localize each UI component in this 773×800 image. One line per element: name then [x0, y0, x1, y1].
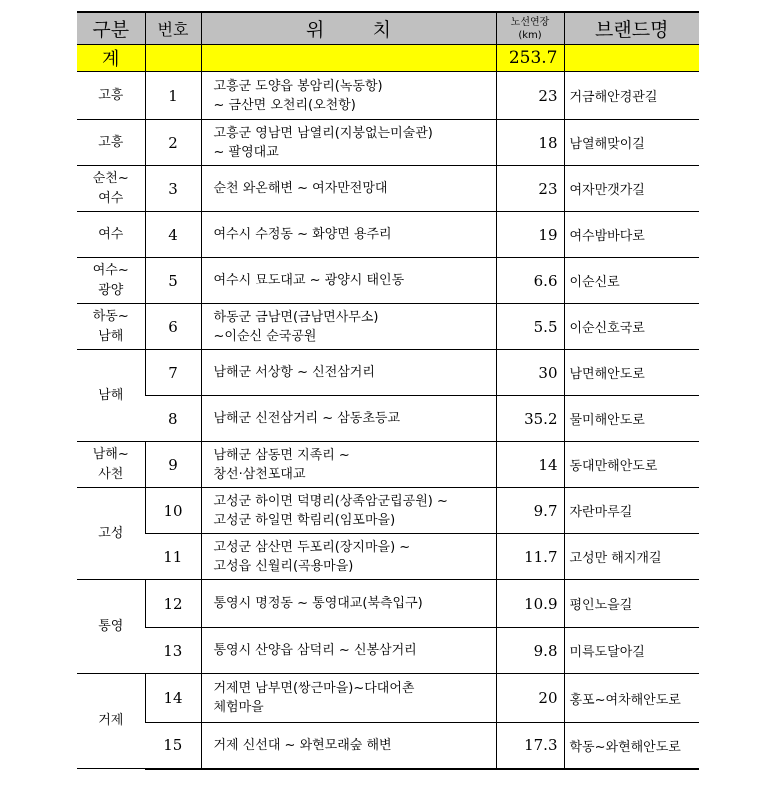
route-brand: 자란마루길	[564, 488, 699, 534]
table-row	[77, 442, 699, 488]
route-brand: 학동~와현해안도로	[564, 723, 699, 769]
route-brand: 남면해안도로	[564, 350, 699, 396]
table-row	[77, 488, 699, 534]
region-label: 남해~	[92, 446, 129, 462]
route-number: 9	[145, 442, 201, 488]
total-location-cell	[201, 45, 496, 72]
header-row	[77, 12, 699, 45]
header-brand: 브랜드명	[564, 12, 699, 45]
total-brand-cell	[564, 45, 699, 72]
route-brand: 여수밤바다로	[564, 212, 699, 258]
route-brand: 여자만갯가길	[564, 166, 699, 212]
table-row	[77, 304, 699, 350]
header-length-unit: (km)	[518, 29, 542, 41]
route-length: 14	[496, 442, 564, 488]
total-row	[77, 45, 699, 72]
route-number: 5	[145, 258, 201, 304]
route-number: 11	[145, 534, 201, 580]
header-number: 번호	[145, 12, 201, 45]
region-label: 광양	[98, 282, 124, 298]
route-length: 6.6	[496, 258, 564, 304]
total-length: 253.7	[496, 45, 564, 72]
route-brand: 동대만해안도로	[564, 442, 699, 488]
route-number: 12	[145, 580, 201, 628]
region-label: 거제	[98, 713, 124, 728]
region-label: 고성	[98, 525, 124, 541]
route-length: 19	[496, 212, 564, 258]
route-location: 남해군 신전삼거리 ~ 삼동초등교	[201, 396, 496, 442]
route-number: 1	[145, 72, 201, 120]
total-number-cell	[145, 45, 201, 72]
table-row	[77, 166, 699, 212]
region-label: 여수	[98, 226, 124, 242]
route-location: 하동군 금남면(금남면사무소) ~이순신 순국공원	[201, 304, 496, 350]
route-length: 9.8	[496, 628, 564, 674]
header-length-label: 노선연장	[510, 16, 550, 28]
route-location: 남해군 서상항 ~ 신전삼거리	[201, 350, 496, 396]
region-cell	[77, 166, 145, 212]
table-row	[77, 534, 699, 580]
route-brand: 평인노을길	[564, 580, 699, 628]
route-number: 3	[145, 166, 201, 212]
region-cell	[77, 212, 145, 258]
route-number: 4	[145, 212, 201, 258]
region-label: 고흥	[98, 87, 124, 103]
header-category: 구분	[77, 12, 145, 45]
route-location: 통영시 산양읍 삼덕리 ~ 신봉삼거리	[201, 628, 496, 674]
route-length: 18	[496, 120, 564, 166]
route-brand: 물미해안도로	[564, 396, 699, 442]
region-label: 고흥	[98, 134, 124, 150]
coastal-road-table	[77, 11, 699, 770]
table-row	[77, 258, 699, 304]
route-location: 순천 와온해변 ~ 여자만전망대	[201, 166, 496, 212]
region-cell	[77, 580, 145, 674]
region-cell	[77, 442, 145, 488]
region-cell	[77, 120, 145, 166]
route-location: 고흥군 도양읍 봉암리(녹동항) ~ 금산면 오천리(오천항)	[201, 72, 496, 120]
route-brand: 미륵도달아길	[564, 628, 699, 674]
route-brand: 이순신호국로	[564, 304, 699, 350]
route-location: 고흥군 영남면 남열리(지붕없는미술관) ~ 팔영대교	[201, 120, 496, 166]
route-location: 거제면 남부면(쌍근마을)~다대어촌 체험마을	[201, 674, 496, 723]
route-length: 11.7	[496, 534, 564, 580]
route-length: 23	[496, 166, 564, 212]
region-label: 남해	[98, 328, 124, 344]
table-row	[77, 580, 699, 628]
route-length: 23	[496, 72, 564, 120]
route-location: 통영시 명정동 ~ 통영대교(북측입구)	[201, 580, 496, 628]
route-brand: 이순신로	[564, 258, 699, 304]
route-number: 2	[145, 120, 201, 166]
route-location: 남해군 삼동면 지족리 ~ 창선·삼천포대교	[201, 442, 496, 488]
route-brand: 거금해안경관길	[564, 72, 699, 120]
total-label: 계	[77, 45, 145, 72]
table-row	[77, 628, 699, 674]
route-length: 17.3	[496, 723, 564, 769]
route-number: 14	[145, 674, 201, 723]
region-cell	[77, 674, 145, 769]
route-location: 거제 신선대 ~ 와현모래숲 해변	[201, 723, 496, 769]
region-label: 남해	[98, 387, 124, 403]
header-location: 위 치	[201, 12, 496, 45]
route-brand: 홍포~여차해안도로	[564, 674, 699, 723]
table-row	[77, 212, 699, 258]
route-brand: 고성만 해지개길	[564, 534, 699, 580]
route-location: 고성군 하이면 덕명리(상족암군립공원) ~ 고성군 하일면 학림리(임포마을)	[201, 488, 496, 534]
route-location: 여수시 수정동 ~ 화양면 용주리	[201, 212, 496, 258]
table-row	[77, 723, 699, 769]
region-label: 여수	[98, 190, 124, 206]
region-label: 통영	[98, 618, 124, 634]
route-number: 15	[145, 723, 201, 769]
route-brand: 남열해맞이길	[564, 120, 699, 166]
region-cell	[77, 488, 145, 580]
route-length: 10.9	[496, 580, 564, 628]
table-row	[77, 396, 699, 442]
region-label: 사천	[98, 466, 124, 482]
table-row	[77, 350, 699, 396]
route-number: 6	[145, 304, 201, 350]
table-row	[77, 674, 699, 723]
region-cell	[77, 72, 145, 120]
route-number: 13	[145, 628, 201, 674]
table-row	[77, 72, 699, 120]
header-length	[496, 12, 564, 45]
route-length: 20	[496, 674, 564, 723]
route-location: 고성군 삼산면 두포리(장지마을) ~ 고성읍 신월리(곡용마을)	[201, 534, 496, 580]
route-location: 여수시 묘도대교 ~ 광양시 태인동	[201, 258, 496, 304]
region-label: 여수~	[92, 262, 129, 278]
route-length: 35.2	[496, 396, 564, 442]
region-cell	[77, 258, 145, 304]
route-length: 5.5	[496, 304, 564, 350]
route-length: 9.7	[496, 488, 564, 534]
route-number: 10	[145, 488, 201, 534]
route-number: 8	[145, 396, 201, 442]
region-cell	[77, 350, 145, 442]
region-label: 하동~	[92, 308, 129, 324]
table-row	[77, 120, 699, 166]
region-label: 순천~	[92, 170, 129, 186]
region-cell	[77, 304, 145, 350]
route-length: 30	[496, 350, 564, 396]
route-number: 7	[145, 350, 201, 396]
